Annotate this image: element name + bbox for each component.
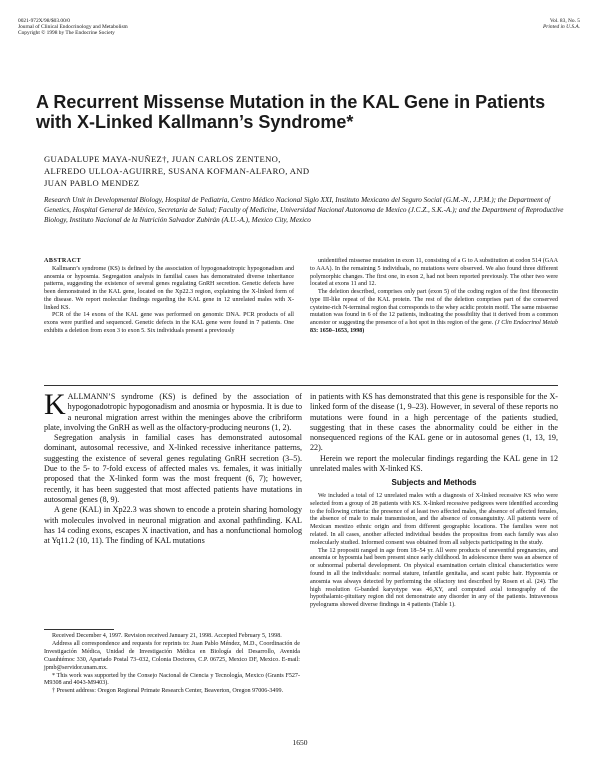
copyright-line: Copyright © 1998 by The Endocrine Society: [18, 30, 115, 37]
footnote-received: Received December 4, 1997. Revision received January 21, 1998. Accepted February 5, 1998.: [52, 633, 282, 639]
page-number: 1650: [292, 738, 308, 747]
drop-cap: K: [44, 388, 66, 421]
article-title: A Recurrent Missense Mutation in the KAL Gene in Patients with X-Linked Kallmann’s Syndrome*: [36, 92, 546, 132]
journal-name-line: Journal of Clinical Endocrinology and Metabolism: [18, 24, 128, 31]
journal-header-left: [18, 18, 128, 37]
printed-line: Printed in U.S.A.: [543, 24, 580, 31]
abstract-paragraph-2: PCR of the 14 exons of the KAL gene was performed on genomic DNA. PCR products of all exons were purified and sequenced. Genetic defects in the KAL gene were found in 7 patients. One exhibits a deletion from exon 3 to exon 5. Six individuals present a previously: [44, 312, 294, 334]
abstract-right-column: [310, 258, 558, 336]
methods-paragraph-1: We included a total of 12 unrelated males with a diagnosis of X-linked recessive KS who were selected from a group of 28 patients with KS. X-linked recessive pedigrees were identified according to the following criteria: the presence of at least two affected males, the absence of affected females, the absence of male to male transmission, and the absence of consanguinity. All patients were of Mexican mestizo ethnic origin and from different geographic locations. The families were not related. In all cases, another affected individual besides the propositus from each family was also molecularly studied. Informed consent was obtained from all subjects participating in the study.: [310, 493, 558, 546]
issn-line: 0021-972X/98/$03.00/0: [18, 18, 70, 24]
methods-heading: Subjects and Methods: [391, 478, 477, 487]
methods-paragraph-2: The 12 propositi ranged in age from 18–54 yr. All were products of uneventful pregnancies, and anosmia or hyposmia had been present since early childhood. In adolescence there was an absence of or subnormal pubertal development. On physical examination certain clinical characteristics were found in all the individuals: normal stature, infantile genitalia, and scant pubic hair. Hyposmia or anosmia was always detected by performing the olfactory test described by Rosen et al. (24). The high resolution G-banded karyotype was 46,XY, and computed axial tomography of the hypothalamic-pituitary region did not demonstrate any disorder in any of the patients. Intravenous pyelograms showed diverse findings in 4 patients (Table 1).: [310, 547, 558, 609]
volume-line: Vol. 83, No. 5: [549, 18, 580, 24]
abstract-divider: [44, 385, 558, 386]
author-line-2: ALFREDO ULLOA-AGUIRRE, SUSANA KOFMAN-ALFARO, AND: [44, 166, 310, 176]
abstract-paragraph-4: [310, 289, 558, 336]
citation-details: 83: 1650–1653, 1998): [310, 327, 365, 334]
intro-paragraph-2: Segregation analysis in familial cases has demonstrated autosomal dominant, autosomal recessive, and X-linked recessive inheritance patterns, suggesting the existence of several genes regulating GnRH secretion (3–5). Due to the 5- to 7-fold excess of affected males vs. females, it was initially proposed that the X-linked form was the most frequent (6, 7); however, recently, it has been suggested that most affected patients have mutations in autosomal genes (8, 9).: [44, 433, 302, 504]
methods-section: [310, 493, 558, 610]
author-list: [44, 153, 564, 189]
body-left-column: [44, 388, 302, 546]
abstract-paragraph-3: unidentified missense mutation in exon 11, consisting of a G to A substitution at codon 514 (GAA to AAA). In the remaining 5 individuals, no mutations were observed. We also found three different polymorphic changes. The first one, in exon 2, had not been reported previously. The other two were located at exons 11 and 12.: [310, 258, 558, 288]
intro-paragraph-4: in patients with KS has demonstrated that this gene is responsible for the X-linked form of the disease (1, 9–23). However, in several of these reports no mutations were found in a high percentage of the patients studied, suggesting that in these cases the abnormality could be either in the nonsequenced regions of the KAL gene or in autosomal genes (1, 13, 19, 22).: [310, 392, 558, 453]
footnotes: [44, 633, 300, 696]
intro-paragraph-3: A gene (KAL) in Xp22.3 was shown to encode a protein sharing homology with molecules involved in neuronal migration and axonal pathfinding. KAL has 14 coding exons, escapes X inactivation, and has a nonfunctional homolog at Yq11.2 (10, 11). The finding of KAL mutations: [44, 505, 302, 546]
footnote-funding: * This work was supported by the Consejo Nacional de Ciencia y Tecnología, Mexico (Grants F527-M9308 and 4043-M9403).: [44, 672, 300, 687]
abstract-heading: ABSTRACT: [44, 258, 82, 264]
footnote-present-address: † Present address: Oregon Regional Primate Research Center, Beaverton, Oregon 97006-3499.: [52, 688, 284, 695]
body-right-column: [310, 392, 558, 474]
footnote-correspondence: Address all correspondence and requests for reprints to: Juan Pablo Méndez, M.D., Coordinación de Investigación Médica, Unidad de Investigación Médica en Biología del Desarrollo, Avenida Cuauhtémoc 330, Apartado Postal 73–032, Colonia Doctores, C.P. 06725, Mexico DF, Mexico. E-mail: jpmb@servidor.unam.mx.: [44, 640, 300, 671]
intro-paragraph-1-text: ALLMANN’S syndrome (KS) is defined by the association of hypogonadotropic hypogonadism and anosmia or hyposmia. It is due to a neuronal migration arrest within the meninges above the cribriform plate, involving the GnRH as well as the olfactory-producing neurons (1, 2).: [44, 392, 302, 432]
affiliations: Research Unit in Developmental Biology, Hospital de Pediatria, Centro Médico Nacional Siglo XXI, Instituto Mexicano del Seguro Social (G.M.-N., J.P.M.); the Department of Genetics, Hospital General de México, Secretaria de Salud; Faculty of Medicine, Universidad Nacional Autonoma de Mexico (J.C.Z., S.K.-A.); and the Department of Reproductive Biology, Instituto Nacional de la Nutrición Salvador Zubirán (A.U.-A.), Mexico City, Mexico: [44, 196, 564, 224]
abstract-paragraph-4-text: The deletion described, comprises only part (exon 5) of the coding region of the first fibronectin type III-like repeat of the KAL protein. The rest of the deletion comprises part of the conserved cysteine-rich N-terminal region that corresponds to the whey acidic protein motif. The same missense mutation was found in 6 of the 12 patients, indicating the possibility that it derived from a common ancestor or suggesting the presence of a hot spot in this region of the gene.: [310, 289, 558, 326]
journal-header-right: [543, 18, 580, 30]
intro-paragraph-5: Herein we report the molecular findings regarding the KAL gene in 12 unrelated males with X-linked KS.: [310, 453, 558, 474]
citation-journal: (J Clin Endocrinol Metab: [494, 320, 558, 326]
intro-paragraph-1: [44, 388, 302, 433]
abstract-left-column: [44, 258, 294, 336]
author-line-3: JUAN PABLO MENDEZ: [44, 178, 140, 188]
abstract-paragraph-1: Kallmann’s syndrome (KS) is defined by the association of hypogonadotropic hypogonadism and anosmia or hyposmia. Segregation analysis in familial cases has demonstrated diverse inheritance patterns, suggesting the existence of several genes regulating GnRH secretion. Genetic defects have been demonstrated in the KAL gene, located on the Xp22.3 region, explaining the X-linked form of the disease. We report molecular findings regarding the KAL gene in 12 unrelated males with X-linked KS.: [44, 265, 294, 311]
author-line-1: GUADALUPE MAYA-NUÑEZ†, JUAN CARLOS ZENTENO,: [44, 154, 281, 164]
footnote-divider: [44, 629, 114, 630]
